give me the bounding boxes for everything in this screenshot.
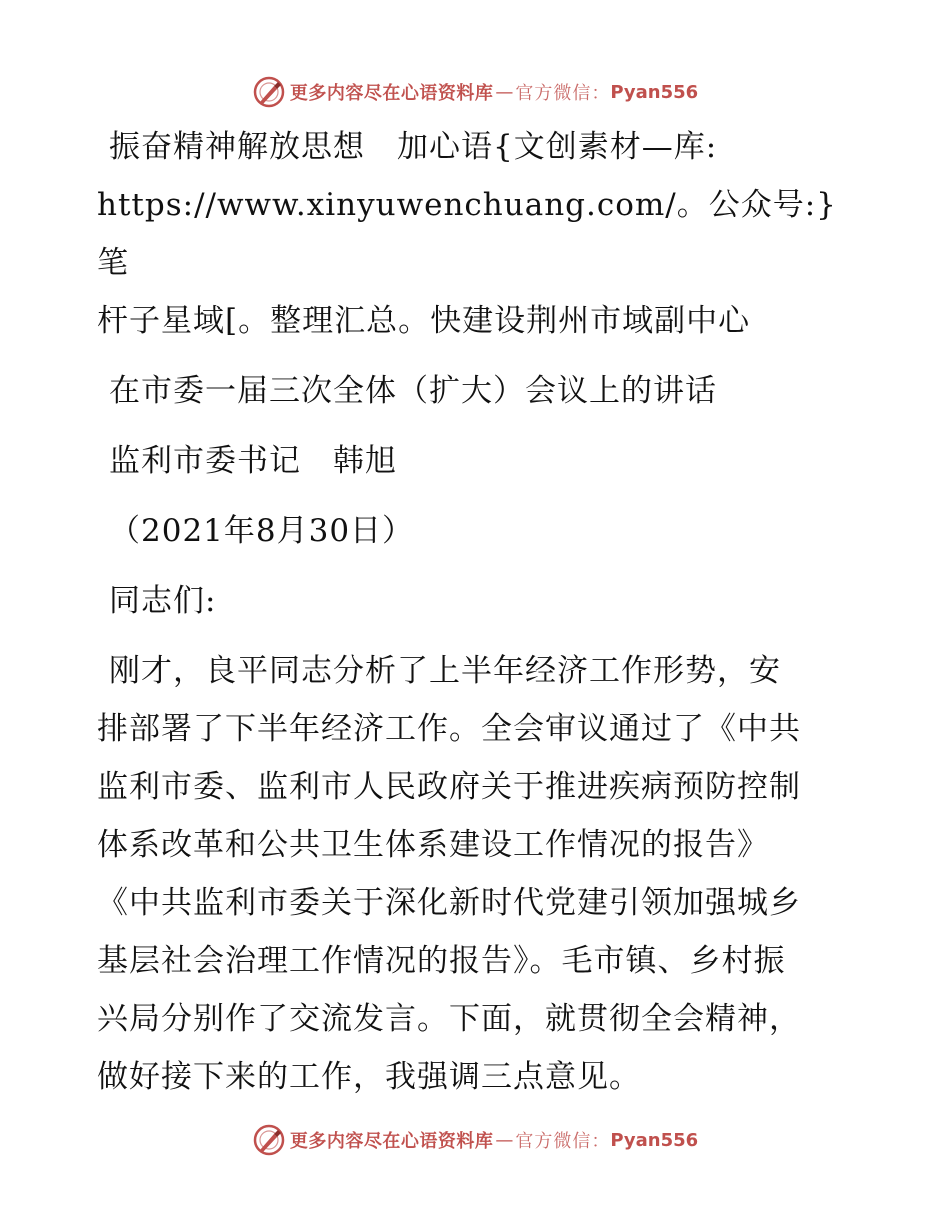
document-body [97,118,852,1106]
watermark-text: 更多内容尽在心语资料库 [289,1131,494,1152]
watermark-text: 更多内容尽在心语资料库 [289,83,494,104]
footer-watermark [0,1120,950,1160]
header-watermark [0,72,950,112]
heading-line: https://www.xinyuwenchuang.com/。公众号:}笔 [97,187,837,281]
body-line: 基层社会治理工作情况的报告》。毛市镇、乡村振 [97,943,786,979]
pen-logo-icon [252,1123,286,1157]
watermark-label: 官方微信： [515,83,611,104]
body-line: 《中共监利市委关于深化新时代党建引领加强城乡 [97,885,801,921]
body-line: 兴局分别作了交流发言。下面，就贯彻全会精神， [97,1001,801,1037]
body-line: 做好接下来的工作，我强调三点意见。 [97,1059,641,1095]
body-line: 体系改革和公共卫生体系建设工作情况的报告》 [97,827,769,863]
watermark-id: Pyan556 [610,81,699,103]
watermark-separator: — [495,81,514,103]
speaker-line: 监利市委书记 韩旭 [109,443,397,479]
watermark-separator: — [495,1129,514,1151]
body-line: 刚才，良平同志分析了上半年经济工作形势，安 [109,653,781,689]
body-line: 排部署了下半年经济工作。全会审议通过了《中共 [97,711,801,747]
body-line: 监利市委、监利市人民政府关于推进疾病预防控制 [97,769,801,805]
heading-line: 振奋精神解放思想 加心语{文创素材—库: [109,129,718,165]
salutation: 同志们: [109,583,217,619]
heading-line: 杆子星域[。整理汇总。快建设荆州市域副中心 [97,303,751,339]
watermark-id: Pyan556 [610,1129,699,1151]
pen-logo-icon [252,75,286,109]
watermark-label: 官方微信： [515,1131,611,1152]
date-line: （2021年8月30日） [109,513,415,549]
subtitle: 在市委一届三次全体（扩大）会议上的讲话 [109,373,717,409]
